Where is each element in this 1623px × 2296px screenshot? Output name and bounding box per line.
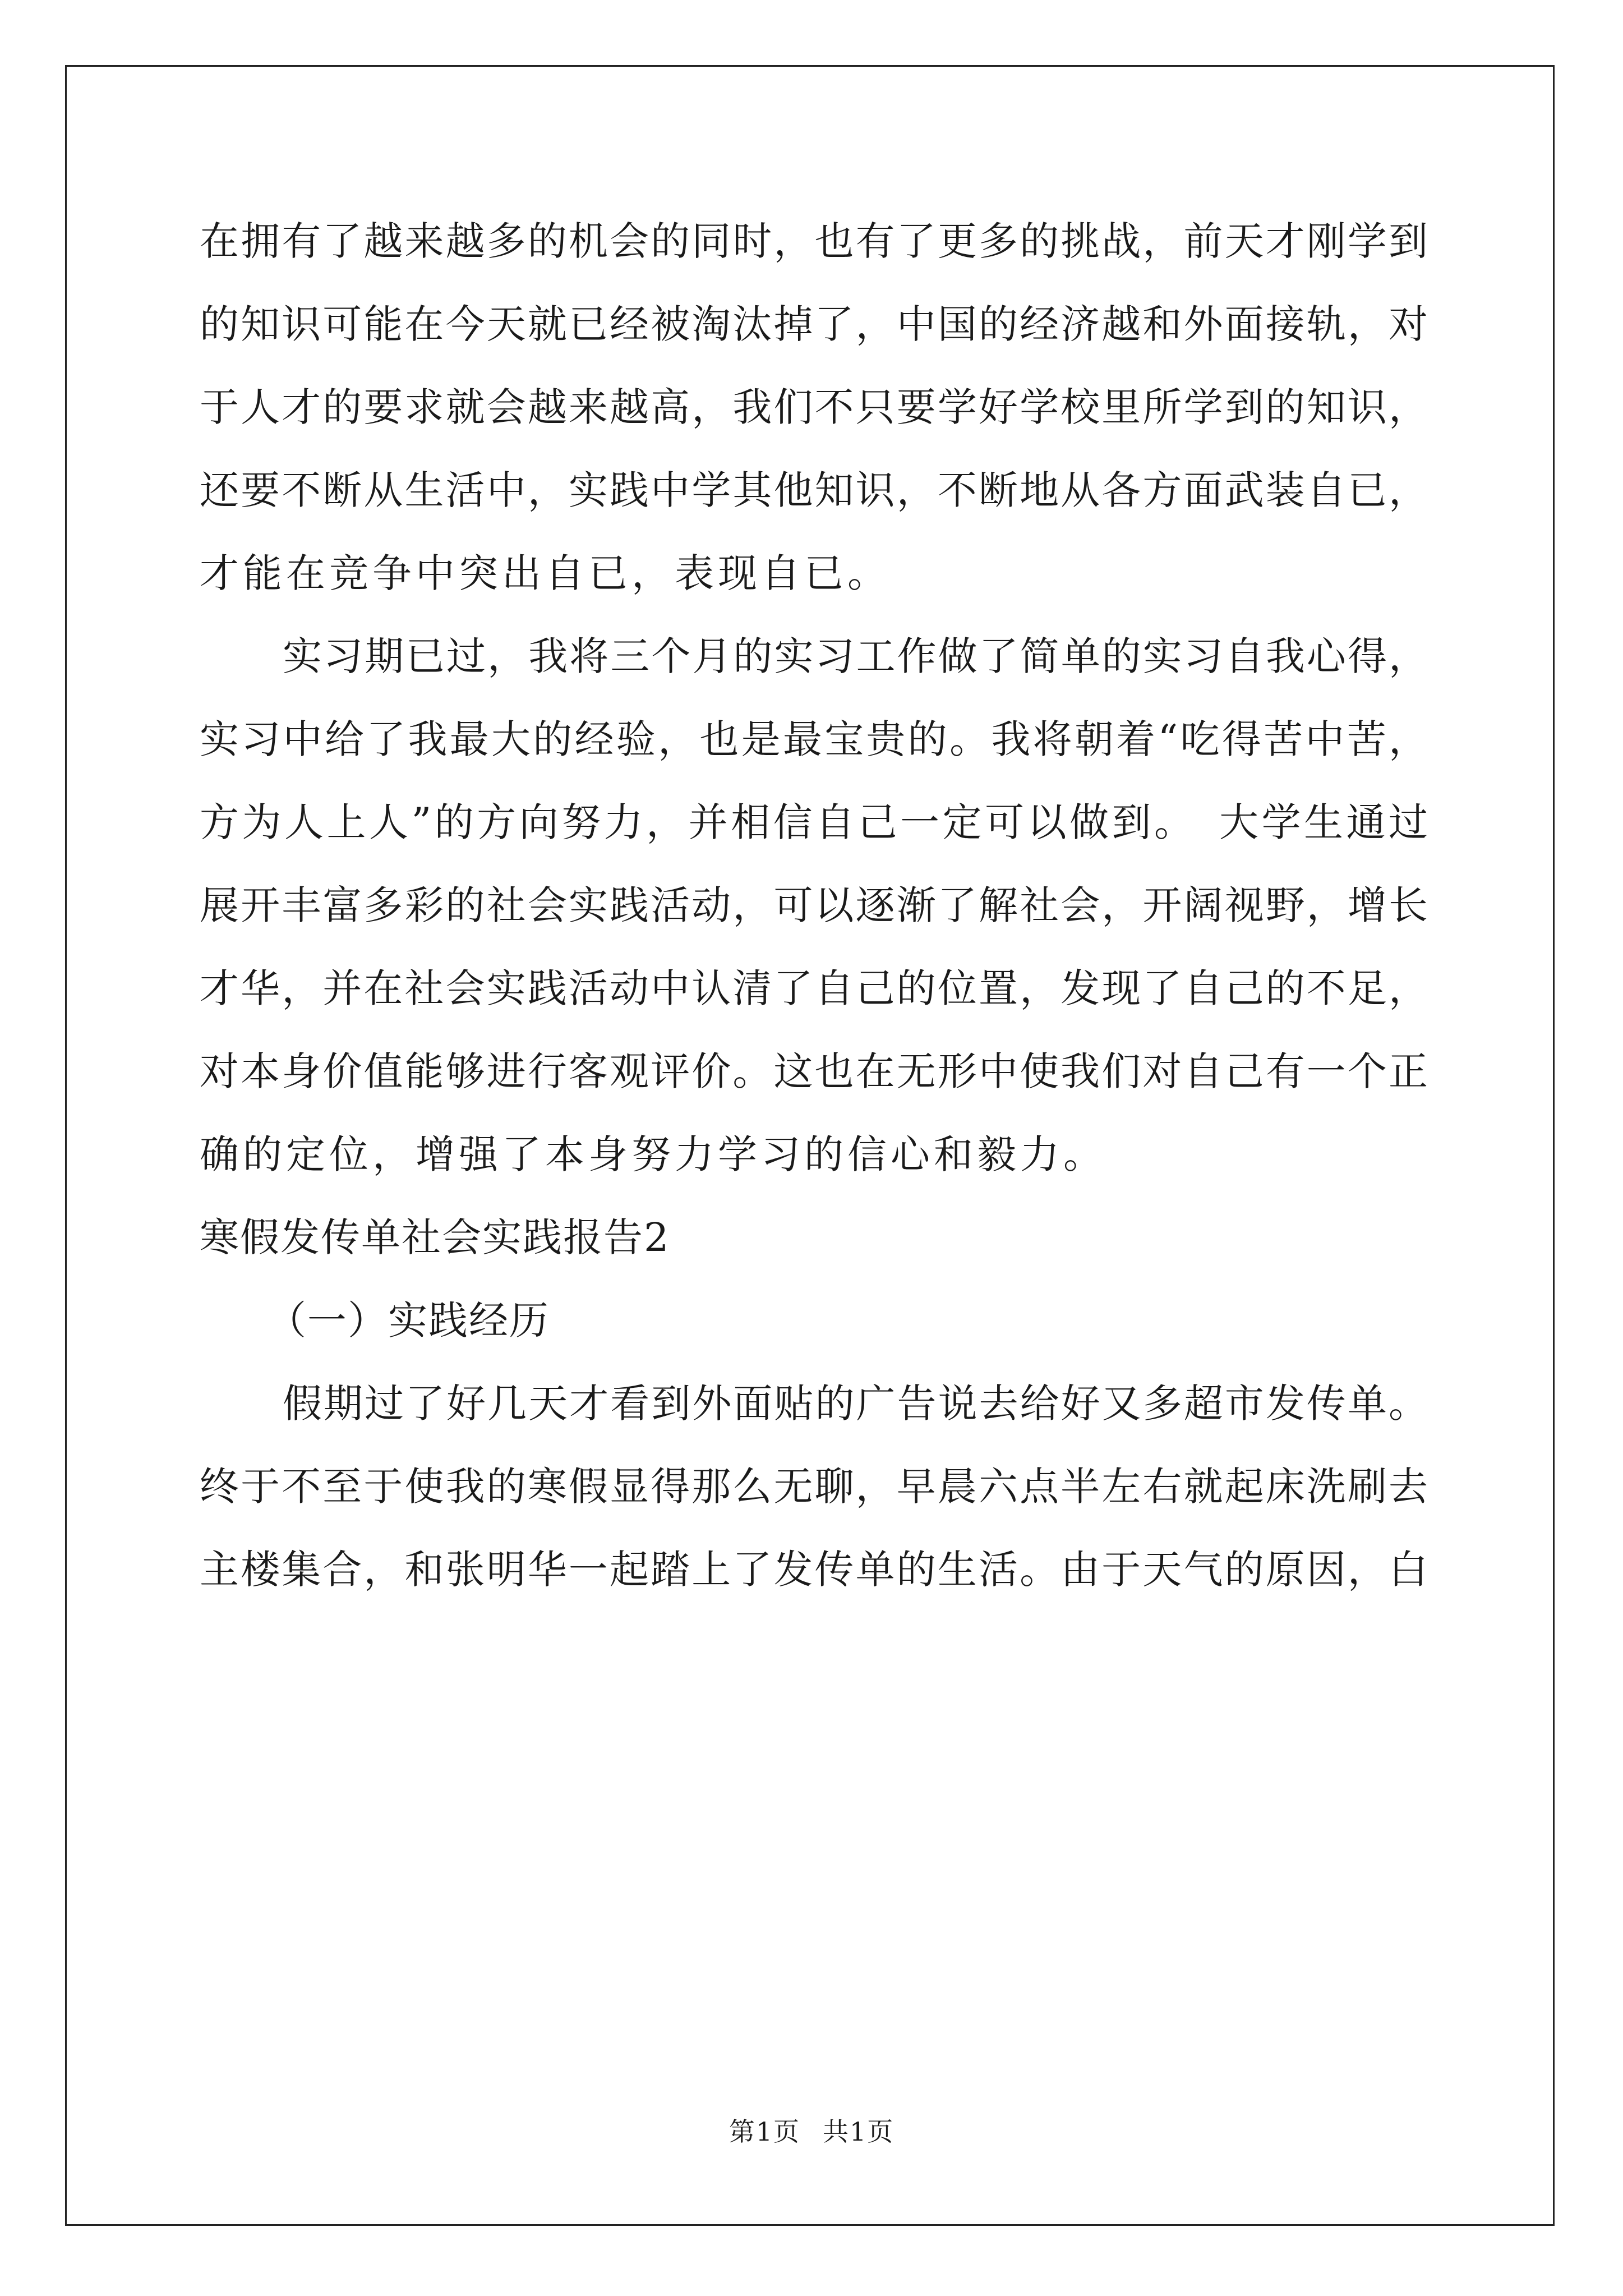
- text-line: 才华，并在社会实践活动中认清了自己的位置，发现了自己的不足，: [200, 965, 1428, 1011]
- text-line: 才能在竞争中突出自已，表现自已。: [200, 550, 891, 596]
- page-total: 共1页: [823, 2116, 895, 2147]
- section-heading: 寒假发传单社会实践报告2: [200, 1214, 670, 1260]
- text-line: 还要不断从生活中，实践中学其他知识，不断地从各方面武装自已，: [200, 467, 1428, 513]
- text-line: 在拥有了越来越多的机会的同时，也有了更多的挑战，前天才刚学到: [200, 218, 1428, 264]
- text-line: 主楼集合，和张明华一起踏上了发传单的生活。由于天气的原因，白: [200, 1547, 1428, 1593]
- text-line: 终于不至于使我的寒假显得那么无聊，早晨六点半左右就起床洗刷去: [200, 1464, 1428, 1510]
- text-line: 于人才的要求就会越来越高，我们不只要学好学校里所学到的知识，: [200, 384, 1428, 430]
- text-line: 确的定位，增强了本身努力学习的信心和毅力。: [200, 1131, 1106, 1177]
- text-line: 实习中给了我最大的经验，也是最宝贵的。我将朝着“吃得苦中苦，: [200, 716, 1428, 762]
- paragraph-start-line: 实习期已过，我将三个月的实习工作做了简单的实习自我心得，: [283, 633, 1428, 679]
- text-line: 对本身价值能够进行客观评价。这也在无形中使我们对自己有一个正: [200, 1048, 1428, 1094]
- text-line: 方为人上人”的方向努力，并相信自己一定可以做到。 大学生通过: [200, 799, 1428, 845]
- paragraph-start-line: 假期过了好几天才看到外面贴的广告说去给好又多超市发传单。: [283, 1381, 1428, 1427]
- page-number: 第1页: [728, 2116, 800, 2147]
- text-line: 展开丰富多彩的社会实践活动，可以逐渐了解社会，开阔视野，增长: [200, 882, 1428, 928]
- text-line: 的知识可能在今天就已经被淘汰掉了，中国的经济越和外面接轨，对: [200, 301, 1428, 347]
- page-footer: [0, 2115, 1623, 2148]
- subsection-heading: （一）实践经历: [267, 1297, 550, 1343]
